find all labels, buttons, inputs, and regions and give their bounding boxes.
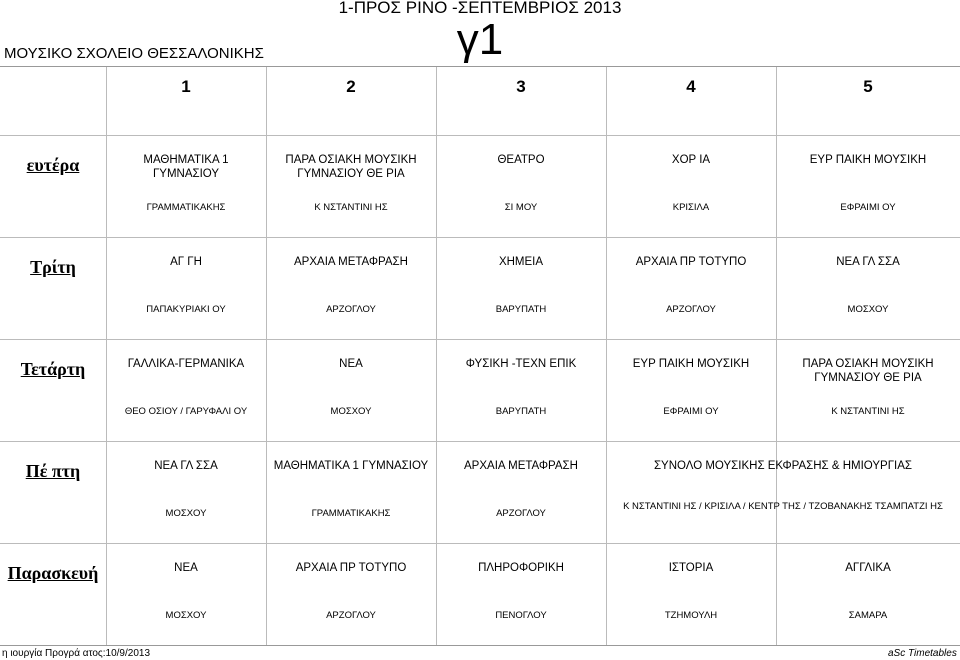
lesson-teacher: ΓΡΑΜΜΑΤΙΚΑΚΗΣ — [311, 508, 391, 519]
lesson-subject: ΧΟΡ ΙΑ — [671, 154, 711, 166]
lesson-teacher: ΒΑΡΥΠΑΤΗ — [495, 406, 547, 417]
column-divider — [436, 67, 437, 645]
lesson-teacher: ΒΑΡΥΠΑΤΗ — [495, 304, 547, 315]
lesson-teacher: ΑΡΖΟΓΛΟΥ — [326, 610, 376, 621]
lesson-teacher: ΕΦΡΑΙΜΙ ΟΥ — [840, 202, 896, 213]
timetable-title: 1-ΠΡΟΣ ΡΙΝΟ -ΣΕΠΤΕΜΒΡΙΟΣ 2013 — [338, 0, 622, 17]
row-divider — [0, 237, 960, 238]
lesson-subject: ΝΕΑ — [339, 358, 363, 370]
lesson-subject: ΑΡΧΑΙΑ ΜΕΤΑΦΡΑΣΗ — [294, 256, 408, 268]
lesson-teacher: ΤΖΗΜΟΥΛΗ — [664, 610, 718, 621]
lesson-subject: ΝΕΑ ΓΛ ΣΣΑ — [154, 460, 218, 472]
creation-date: η ιουργία Προγρά ατος:10/9/2013 — [2, 648, 151, 659]
lesson-subject: ΠΑΡΑ ΟΣΙΑΚΗ ΜΟΥΣΙΚΗ ΓΥΜΝΑΣΙΟΥ ΘΕ ΡΙΑ — [802, 358, 934, 384]
lesson-subject: ΑΡΧΑΙΑ ΠΡ ΤΟΤΥΠΟ — [295, 562, 407, 574]
day-label: Παρασκευή — [7, 563, 99, 583]
lesson-teacher: ΜΟΣΧΟΥ — [330, 406, 372, 417]
lesson-subject: ΓΑΛΛΙΚΑ-ΓΕΡΜΑΝΙΚΑ — [127, 358, 245, 370]
lesson-teacher: ΓΡΑΜΜΑΤΙΚΑΚΗΣ — [146, 202, 226, 213]
lesson-teacher: ΣΙ ΜΟΥ — [504, 202, 538, 213]
class-name: γ1 — [456, 15, 504, 64]
lesson-subject: ΠΛΗΡΟΦΟΡΙΚΗ — [478, 562, 564, 574]
lesson-teacher: ΚΡΙΣΙΛΑ — [672, 202, 710, 213]
lesson-teacher: ΠΑΠΑΚΥΡΙΑΚΙ ΟΥ — [146, 304, 226, 315]
lesson-teacher: ΜΟΣΧΟΥ — [847, 304, 889, 315]
lesson-subject: ΝΕΑ ΓΛ ΣΣΑ — [836, 256, 900, 268]
period-number: 5 — [863, 77, 873, 96]
lesson-teacher: ΑΡΖΟΓΛΟΥ — [666, 304, 716, 315]
day-label: Πέ πτη — [25, 461, 81, 481]
row-divider — [0, 543, 960, 544]
lesson-subject: ΘΕΑΤΡΟ — [497, 154, 545, 166]
lesson-subject: ΙΣΤΟΡΙΑ — [668, 562, 714, 574]
lesson-teacher: ΑΡΖΟΓΛΟΥ — [496, 508, 546, 519]
column-divider — [606, 67, 607, 645]
lesson-subject: ΝΕΑ — [174, 562, 198, 574]
period-number: 1 — [181, 77, 191, 96]
period-number: 3 — [516, 77, 526, 96]
lesson-teacher: ΜΟΣΧΟΥ — [165, 610, 207, 621]
column-divider — [776, 67, 777, 645]
lesson-subject: ΜΑΘΗΜΑΤΙΚΑ 1 ΓΥΜΝΑΣΙΟΥ — [143, 154, 229, 180]
lesson-teacher: Κ ΝΣΤΑΝΤΙΝΙ ΗΣ — [314, 202, 388, 213]
lesson-teacher: ΑΡΖΟΓΛΟΥ — [326, 304, 376, 315]
row-divider — [0, 339, 960, 340]
lesson-teacher: ΜΟΣΧΟΥ — [165, 508, 207, 519]
period-number: 2 — [346, 77, 356, 96]
lesson-subject: ΦΥΣΙΚΗ -ΤΕΧΝ ΕΠΙΚ — [465, 358, 577, 370]
row-divider — [0, 135, 960, 136]
lesson-subject: ΑΓΓΛΙΚΑ — [845, 562, 891, 574]
day-label: ευτέρα — [26, 155, 80, 175]
row-divider — [0, 441, 960, 442]
column-divider — [106, 67, 107, 645]
period-number: 4 — [686, 77, 696, 96]
software-credit: aSc Timetables — [888, 648, 957, 659]
lesson-teacher: Κ ΝΣΤΑΝΤΙΝΙ ΗΣ / ΚΡΙΣΙΛΑ / ΚΕΝΤΡ ΤΗΣ / ΤΖΟΒΑΝΑΚΗΣ ΤΣΑΜΠΑΤΖΙ ΗΣ — [623, 501, 943, 512]
day-label: Τρίτη — [30, 257, 76, 277]
school-name: ΜΟΥΣΙΚΟ ΣΧΟΛΕΙΟ ΘΕΣΣΑΛΟΝΙΚΗΣ — [4, 45, 264, 62]
lesson-subject: ΕΥΡ ΠΑΙΚΗ ΜΟΥΣΙΚΗ — [632, 358, 750, 370]
lesson-teacher: Κ ΝΣΤΑΝΤΙΝΙ ΗΣ — [831, 406, 905, 417]
lesson-teacher: ΕΦΡΑΙΜΙ ΟΥ — [663, 406, 719, 417]
lesson-subject: ΑΡΧΑΙΑ ΜΕΤΑΦΡΑΣΗ — [464, 460, 578, 472]
lesson-subject: ΑΓ ΓΗ — [170, 256, 202, 268]
column-divider — [266, 67, 267, 645]
lesson-teacher: ΠΕΝΟΓΛΟΥ — [495, 610, 547, 621]
day-label: Τετάρτη — [20, 359, 86, 379]
lesson-subject: ΕΥΡ ΠΑΙΚΗ ΜΟΥΣΙΚΗ — [809, 154, 927, 166]
lesson-subject: ΧΗΜΕΙΑ — [498, 256, 544, 268]
timetable-grid — [0, 66, 960, 646]
lesson-subject: ΜΑΘΗΜΑΤΙΚΑ 1 ΓΥΜΝΑΣΙΟΥ — [273, 460, 429, 472]
lesson-subject: ΣΥΝΟΛΟ ΜΟΥΣΙΚΗΣ ΕΚΦΡΑΣΗΣ & ΗΜΙΟΥΡΓΙΑΣ — [653, 460, 913, 472]
lesson-subject: ΑΡΧΑΙΑ ΠΡ ΤΟΤΥΠΟ — [635, 256, 747, 268]
lesson-teacher: ΘΕΟ ΟΣΙΟΥ / ΓΑΡΥΦΑΛΙ ΟΥ — [124, 406, 248, 417]
lesson-subject: ΠΑΡΑ ΟΣΙΑΚΗ ΜΟΥΣΙΚΗ ΓΥΜΝΑΣΙΟΥ ΘΕ ΡΙΑ — [285, 154, 417, 180]
lesson-teacher: ΣΑΜΑΡΑ — [848, 610, 888, 621]
